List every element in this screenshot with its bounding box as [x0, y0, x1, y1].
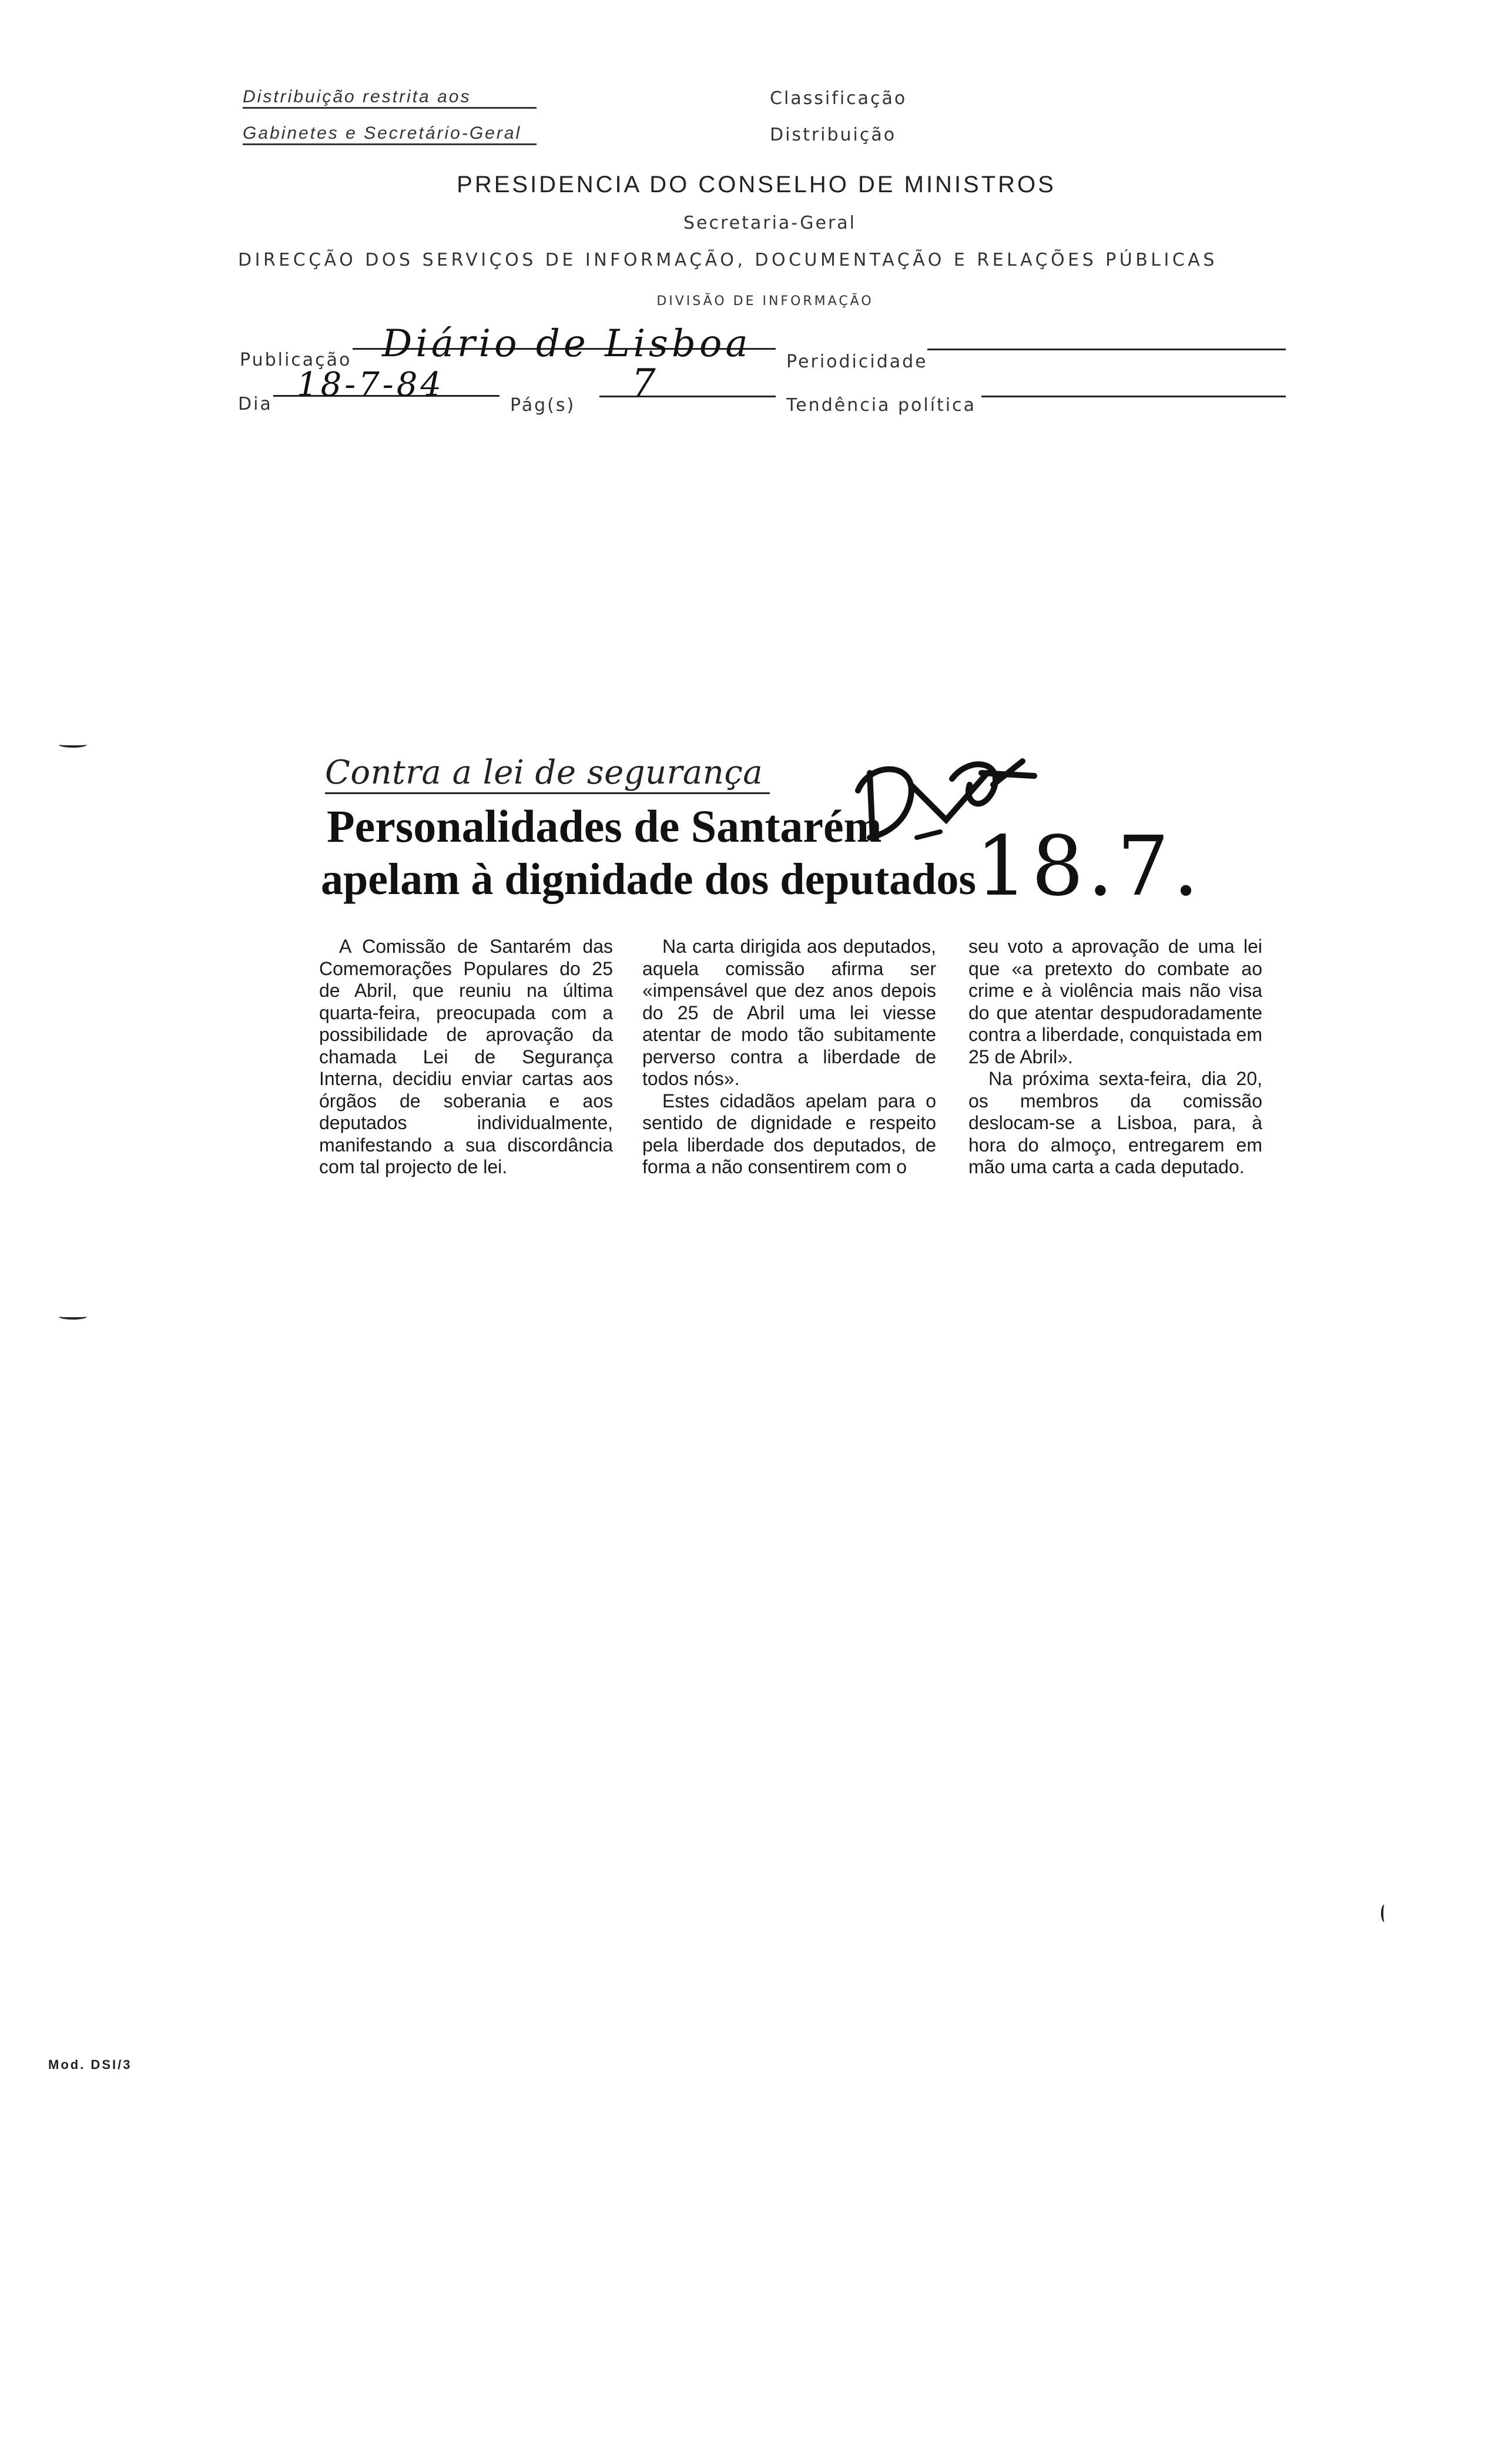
- article-kicker: Contra a lei de segurança: [325, 754, 770, 794]
- publication-value: Diário de Lisboa: [382, 322, 752, 366]
- column-2-paragraph-2: Estes cidadãos apelam para o sentido de dignidade e respeito pela liberdade dos deputados, de forma a não consentirem com o: [642, 1090, 936, 1177]
- column-1-paragraph-1: A Comissão de Santarém das Comemorações Populares do 25 de Abril, que reuniu na última quarta-feira, preocupada com a possibilidade de aprovação da chamada Lei de Segurança Interna, decidiu enviar cartas aos órgãos de soberania e aos deputados individualmente, manifestando a sua discordância com tal projecto de lei.: [319, 936, 613, 1177]
- classification-label: Classificação: [770, 88, 907, 109]
- directorate: DIRECÇÃO DOS SERVIÇOS DE INFORMAÇÃO, DOCUMENTAÇÃO E RELAÇÕES PÚBLICAS: [238, 250, 1218, 270]
- distribution-note-line1: Distribuição restrita aos: [243, 87, 537, 109]
- pages-line: [599, 396, 776, 397]
- article-column-3: [968, 936, 1262, 1179]
- political-tendency-line: [981, 396, 1286, 397]
- periodicity-line: [927, 349, 1286, 350]
- publication-label: Publicação: [240, 350, 352, 370]
- edge-speck: [1381, 1904, 1388, 1922]
- political-tendency-label: Tendência política: [786, 395, 977, 416]
- column-3-paragraph-2: Na próxima sexta-feira, dia 20, os membros da comissão deslocam-se a Lisboa, para, à hora do almoço, entregarem em mão uma carta a cada deputado.: [968, 1068, 1262, 1177]
- column-3-paragraph-1: seu voto a aprovação de uma lei que «a pretexto do combate ao crime e à violência mais não visa do que atentar despudoradamente contra a liberdade, conquistada em 25 de Abril».: [968, 936, 1262, 1067]
- article-headline-line2: apelam à dignidade dos deputados: [321, 855, 976, 904]
- article-column-1: [319, 936, 613, 1179]
- handwritten-date: 18.7.: [976, 819, 1203, 915]
- periodicity-label: Periodicidade: [786, 351, 928, 372]
- pages-label: Pág(s): [510, 395, 576, 416]
- secretariat-text: Secretaria-Geral: [683, 213, 856, 233]
- day-label: Dia: [238, 394, 273, 414]
- pages-value: 7: [632, 361, 656, 405]
- article-column-2: [642, 936, 936, 1179]
- form-code: Mod. DSI/3: [48, 2057, 132, 2072]
- secretariat: [0, 213, 1495, 233]
- main-title: [0, 172, 1495, 198]
- main-title-text: PRESIDENCIA DO CONSELHO DE MINISTROS: [457, 172, 1056, 197]
- distribution-label: Distribuição: [770, 125, 897, 145]
- division-text: DIVISÃO DE INFORMAÇÃO: [656, 294, 874, 309]
- punch-mark-top: [59, 742, 87, 748]
- column-2-paragraph-1: Na carta dirigida aos deputados, aquela comissão afirma ser «impensável que dez anos depois do 25 de Abril uma lei viesse atentar de modo tão subitamente perverso contra a liberdade de todos nós».: [642, 936, 936, 1089]
- distribution-note-line2: Gabinetes e Secretário-Geral: [243, 123, 537, 145]
- article-headline-line1: Personalidades de Santarém: [327, 801, 882, 852]
- day-value: 18-7-84: [297, 366, 444, 404]
- division: [0, 294, 1495, 309]
- punch-mark-bottom: [59, 1314, 87, 1320]
